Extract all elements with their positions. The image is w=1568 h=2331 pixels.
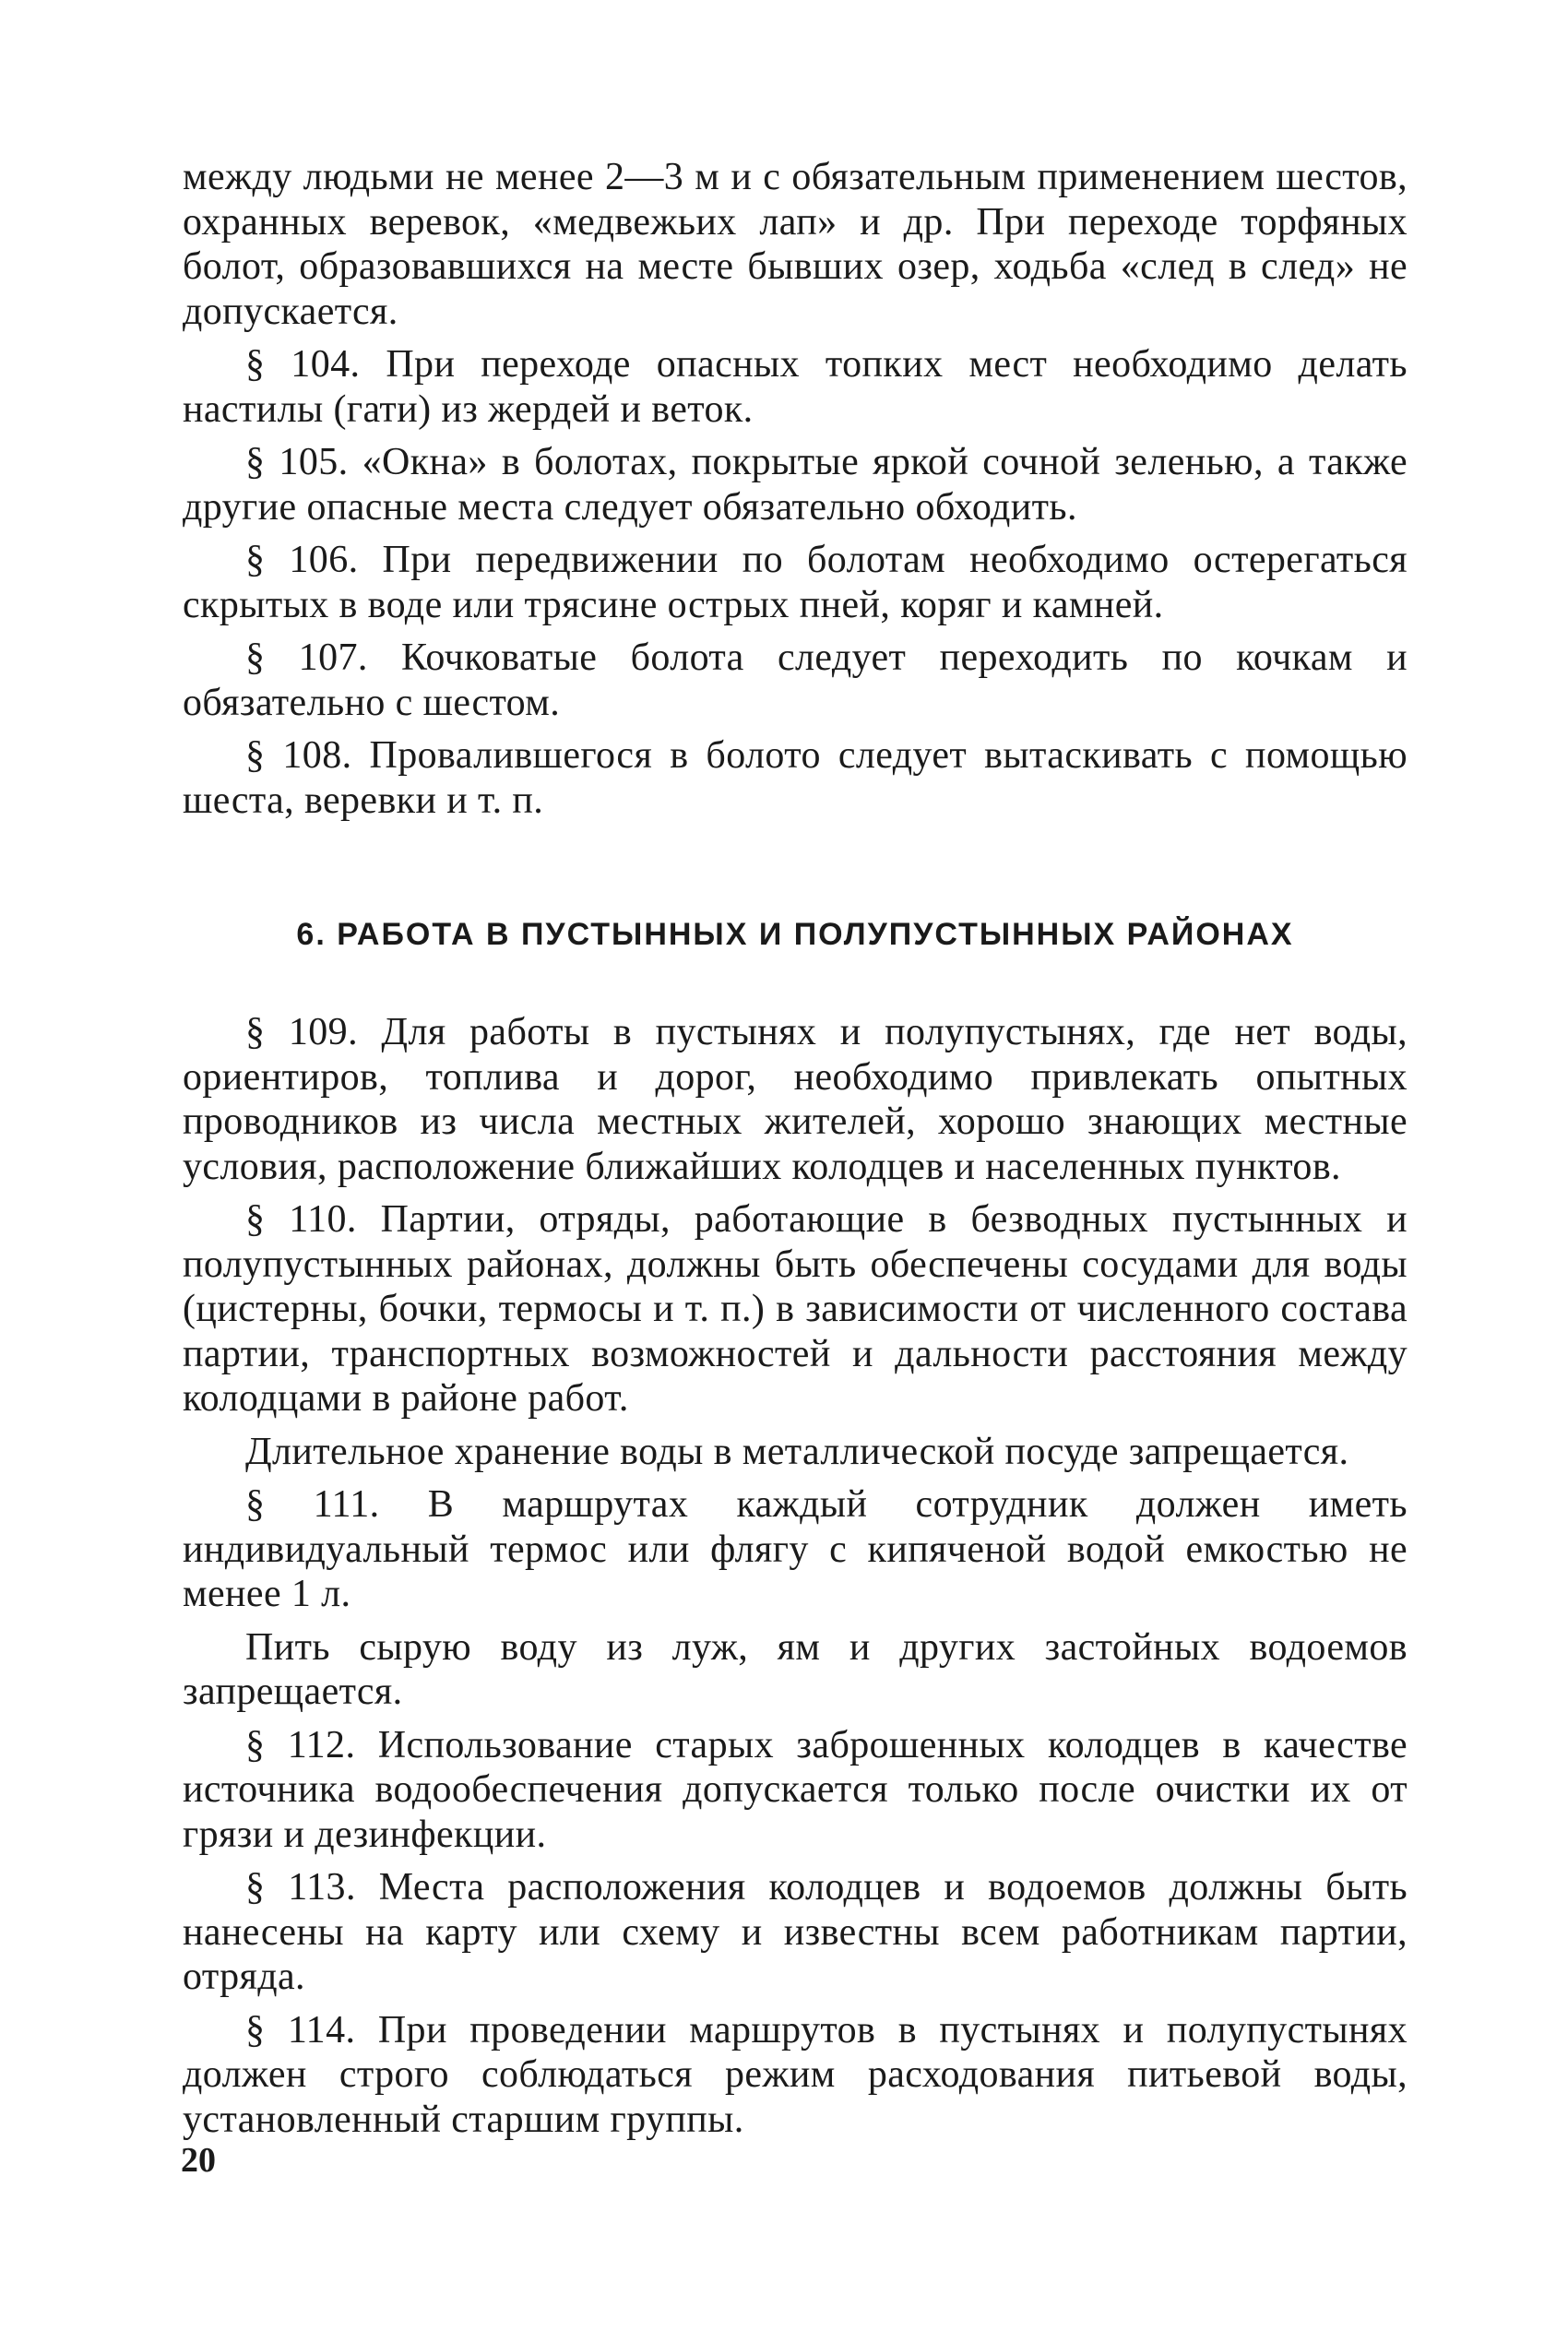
paragraph-105: § 105. «Окна» в болотах, покрытые яркой сочной зеленью, а также другие опасные места следует обязательно обходить.: [183, 441, 1408, 529]
paragraph-111-note: Пить сырую воду из луж, ям и других застойных водоемов запрещается.: [183, 1625, 1408, 1713]
paragraph-110: § 110. Партии, отряды, работающие в безводных пустынных и полупустынных районах, должны быть обеспечены сосудами для воды (цистерны, бочки, термосы и т. п.) в зависимости от численного состава партии, транспортных возможностей и дальности расстояния между колодцами в районе работ.: [183, 1198, 1408, 1420]
paragraph-104: § 104. При переходе опасных топких мест необходимо делать настилы (гати) из жердей и веток.: [183, 343, 1408, 431]
paragraph-113: § 113. Места расположения колодцев и водоемов должны быть нанесены на карту или схему и известны всем работникам партии, отряда.: [183, 1866, 1408, 1998]
paragraph-continuation: между людьми не менее 2—3 м и с обязательным применением шестов, охранных веревок, «медвежьих лап» и др. При переходе торфяных болот, образовавшихся на месте бывших озер, ходьба «след в след» не допускается.: [183, 156, 1408, 333]
paragraph-112: § 112. Использование старых заброшенных колодцев в качестве источника водообеспечения допускается только после очистки их от грязи и дезинфекции.: [183, 1723, 1408, 1856]
section-heading: 6. РАБОТА В ПУСТЫННЫХ И ПОЛУПУСТЫННЫХ РАЙОНАХ: [296, 917, 1294, 952]
paragraph-114: § 114. При проведении маршрутов в пустынях и полупустынях должен строго соблюдаться режим расходования питьевой воды, установленный старшим группы.: [183, 2008, 1408, 2141]
paragraph-111: § 111. В маршрутах каждый сотрудник должен иметь индивидуальный термос или флягу с кипяченой водой емкостью не менее 1 л.: [183, 1483, 1408, 1615]
paragraph-106: § 106. При передвижении по болотам необходимо остерегаться скрытых в воде или трясине острых пней, коряг и камней.: [183, 539, 1408, 626]
paragraph-109: § 109. Для работы в пустынях и полупустынях, где нет воды, ориентиров, топлива и дорог, необходимо привлекать опытных проводников из числа местных жителей, хорошо знающих местные условия, расположение ближайших колодцев и населенных пунктов.: [183, 1011, 1408, 1188]
page-number: 20: [181, 2141, 216, 2180]
page-content: [183, 155, 1408, 2150]
paragraph-110-note: Длительное хранение воды в металлической посуде запрещается.: [245, 1430, 1349, 1473]
paragraph-107: § 107. Кочковатые болота следует переходить по кочкам и обязательно с шестом.: [183, 636, 1408, 724]
paragraph-108: § 108. Провалившегося в болото следует вытаскивать с помощью шеста, веревки и т. п.: [183, 734, 1408, 822]
